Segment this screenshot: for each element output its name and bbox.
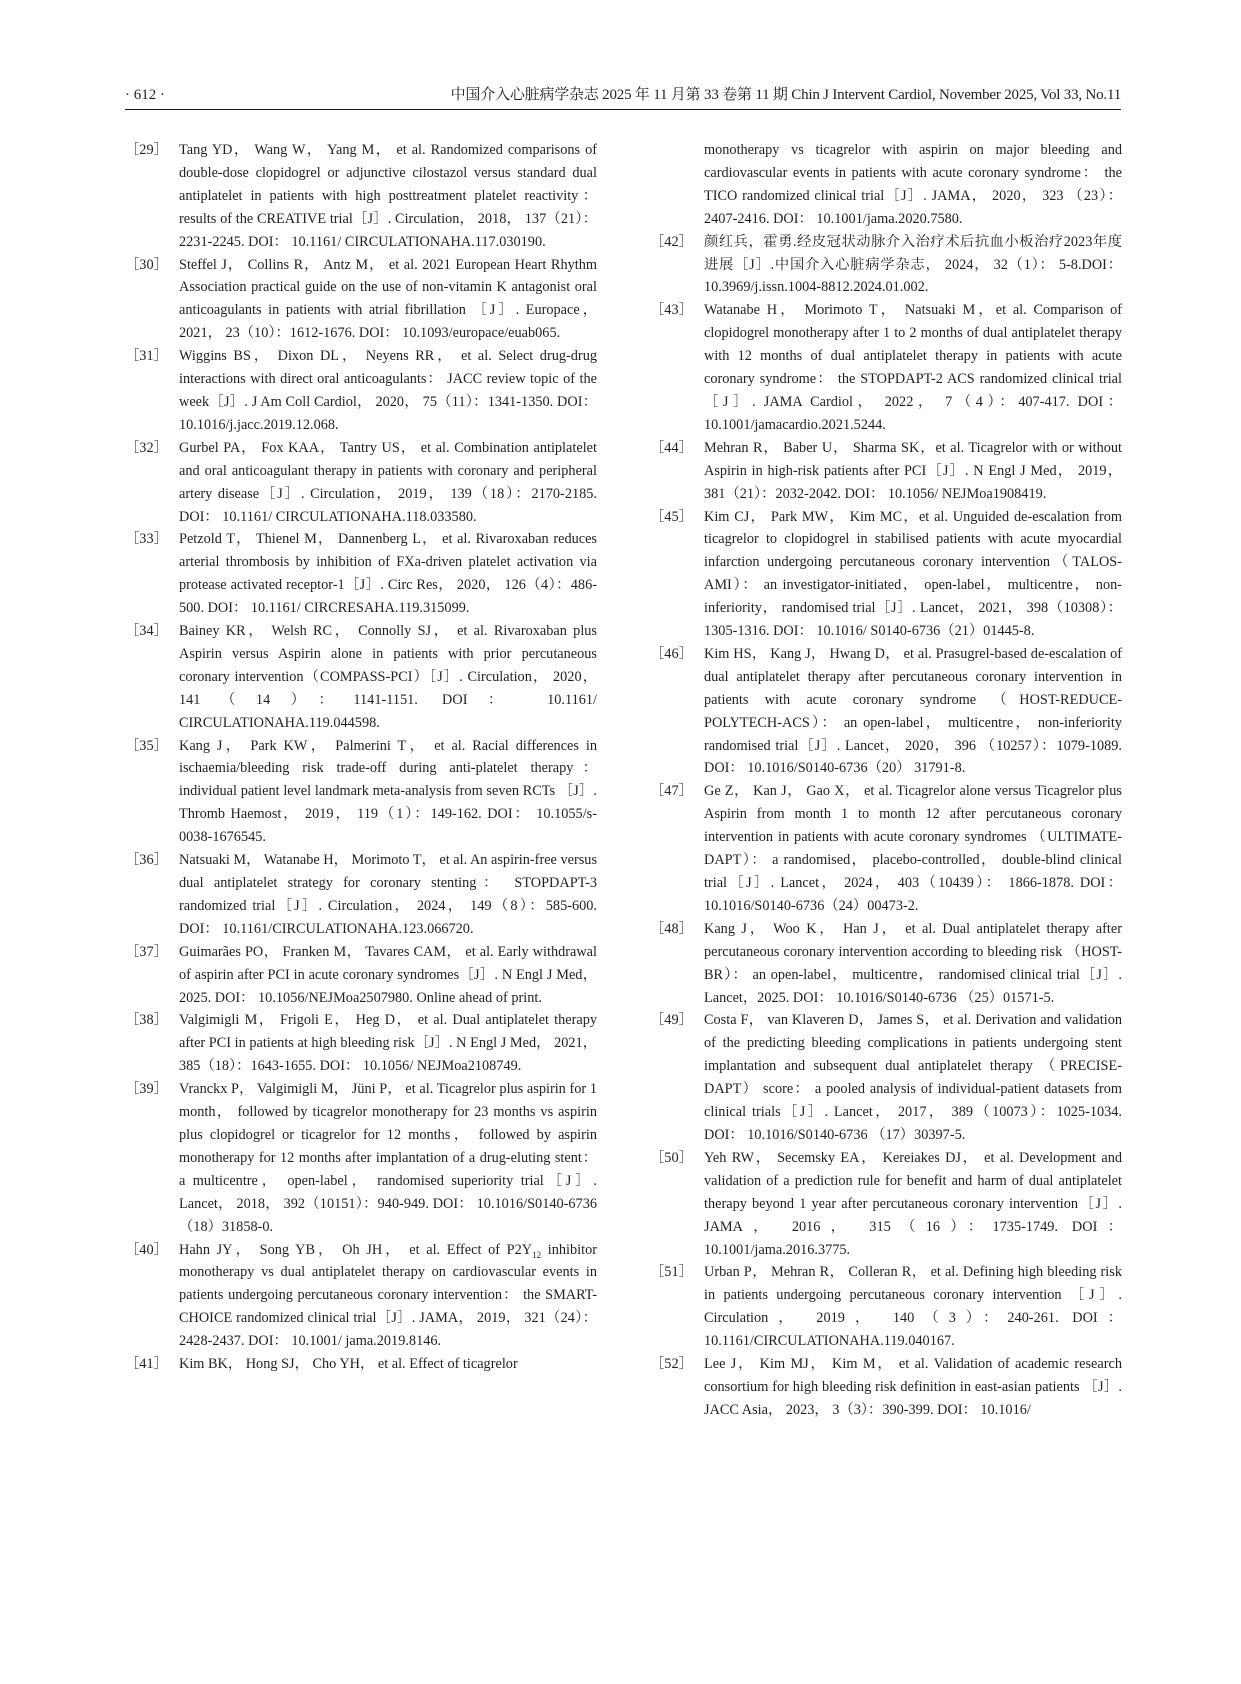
reference-text: Yeh RW， Secemsky EA， Kereiakes DJ， et al. Development and validation of a prediction rule for benefit and harm of dual antiplatelet therapy beyond 1 year after percutaneous coronary intervention［J］. JAMA， 2016， 315（16）：1735-1749. DOI： 10.1001/jama.2016.3775. [704, 1149, 1122, 1258]
reference-item [650, 231, 1122, 300]
reference-text: Tang YD， Wang W， Yang M， et al. Randomized comparisons of double-dose clopidogrel or adjunctive cilostazol versus standard dual antiplatelet in patients with high posttreatment platelet reactivity： results of the CREATIVE trial［J］. Circulation， 2018， 137（21）：2231-2245. DOI： 10.1161/ CIRCULATIONAHA.117.030190. [179, 142, 597, 250]
reference-text: Lee J， Kim MJ， Kim M， et al. Validation of academic research consortium for high bleeding risk definition in east-asian patients ［J］. JACC Asia， 2023， 3（3）：390-399. DOI： 10.1016/ [704, 1356, 1122, 1418]
reference-item [650, 1147, 1122, 1262]
reference-number: ［40］ [125, 1241, 168, 1258]
reference-number: ［37］ [125, 943, 168, 960]
reference-number: ［31］ [125, 348, 168, 365]
reference-text: Bainey KR， Welsh RC， Connolly SJ， et al. Rivaroxaban plus Aspirin versus Aspirin alone in patients with prior percutaneous coronary intervention（COMPASS-PCI）［J］. Circulation， 2020， 141（14）：1141-1151. DOI： 10.1161/ CIRCULATIONAHA.119.044598. [179, 623, 597, 731]
reference-number: ［52］ [650, 1356, 693, 1373]
reference-number: ［39］ [125, 1081, 168, 1098]
reference-item [125, 1239, 597, 1354]
reference-text: Kim BK， Hong SJ， Cho YH， et al. Effect of ticagrelor [179, 1356, 518, 1373]
reference-item [125, 1078, 597, 1238]
reference-item [125, 1009, 597, 1078]
reference-number: ［29］ [125, 142, 168, 158]
reference-item [125, 735, 597, 850]
reference-text [179, 1239, 597, 1354]
reference-item [125, 849, 597, 941]
page-number: · 612 · [125, 87, 165, 103]
reference-text: Gurbel PA， Fox KAA， Tantry US， et al. Combination antiplatelet and oral anticoagulant therapy in patients with coronary and peripheral artery disease［J］. Circulation， 2019， 139（18）：2170-2185. DOI： 10.1161/ CIRCULATIONAHA.118.033580. [179, 439, 597, 525]
reference-item [125, 345, 597, 437]
reference-text: 颜红兵，霍勇.经皮冠状动脉介入治疗术后抗血小板治疗2023年度进展［J］.中国介入心脏病学杂志， 2024， 32（1）： 5-8.DOI：10.3969/j.issn.1004-8812.2024.01.002. [704, 233, 1122, 296]
reference-item [650, 1009, 1122, 1146]
reference-number: ［51］ [650, 1264, 693, 1281]
reference-text: Valgimigli M， Frigoli E， Heg D， et al. Dual antiplatelet therapy after PCI in patients at high bleeding risk［J］. N Engl J Med， 2021， 385（18）：1643-1655. DOI： 10.1056/ NEJMoa2108749. [179, 1012, 597, 1075]
references-column-right [650, 139, 1122, 1422]
reference-item [650, 1353, 1122, 1422]
reference-number: ［43］ [650, 302, 693, 319]
reference-text: Kang J， Park KW， Palmerini T， et al. Racial differences in ischaemia/bleeding risk trade-off during anti-platelet therapy： individual patient level landmark meta-analysis from seven RCTs ［J］. Thromb Haemost， 2019， 119（1）：149-162. DOI： 10.1055/s-0038-1676545. [179, 737, 597, 846]
reference-number: ［50］ [650, 1149, 693, 1166]
reference-number: ［33］ [125, 531, 168, 548]
reference-item [125, 1353, 597, 1376]
reference-item [650, 437, 1122, 506]
reference-text: Guimarães PO， Franken M， Tavares CAM， et al. Early withdrawal of aspirin after PCI in acute coronary syndromes［J］. N Engl J Med， 2025. DOI： 10.1056/NEJMoa2507980. Online ahead of print. [179, 943, 597, 1006]
reference-number: ［38］ [125, 1012, 168, 1029]
reference-item [125, 437, 597, 529]
reference-item [125, 620, 597, 735]
reference-item [650, 643, 1122, 780]
reference-item [650, 780, 1122, 917]
reference-number: ［35］ [125, 737, 168, 754]
reference-item [650, 1261, 1122, 1353]
reference-text: Urban P， Mehran R， Colleran R， et al. Defining high bleeding risk in patients undergoing percutaneous coronary intervention ［J］. Circulation， 2019， 140（3）：240-261. DOI： 10.1161/CIRCULATIONAHA.119.040167. [704, 1264, 1122, 1350]
journal-citation-header: 中国介入心脏病学杂志 2025 年 11 月第 33 卷第 11 期 Chin J Intervent Cardiol, November 2025, Vol 33, No.11 [450, 87, 1121, 103]
reference-number: ［47］ [650, 783, 693, 800]
reference-item [125, 254, 597, 346]
reference-item-continued [650, 139, 1122, 231]
reference-text-part: inhibitor monotherapy vs dual antiplatelet therapy on cardiovascular events in patients undergoing percutaneous coronary intervention： the SMART-CHOICE randomized clinical trial［J］. JAMA， 2019， 321（24）：2428-2437. DOI： 10.1001/ jama.2019.8146. [179, 1241, 597, 1350]
reference-item [650, 918, 1122, 1010]
reference-number: ［41］ [125, 1356, 168, 1373]
reference-number: ［36］ [125, 852, 168, 869]
reference-item [125, 139, 597, 254]
reference-text: Mehran R， Baber U， Sharma SK，et al. Ticagrelor with or without Aspirin in high-risk patients after PCI［J］. N Engl J Med， 2019， 381（21）：2032-2042. DOI： 10.1056/ NEJMoa1908419. [704, 439, 1122, 502]
references-column-left [125, 139, 597, 1376]
reference-text-part: Hahn JY， Song YB， Oh JH， et al. Effect of P2Y [179, 1241, 533, 1258]
reference-number: ［49］ [650, 1012, 693, 1029]
reference-text: Kang J， Woo K， Han J， et al. Dual antiplatelet therapy after percutaneous coronary intervention according to bleeding risk （HOST-BR）： an open-label， multicentre， randomised clinical trial［J］. Lancet，2025. DOI： 10.1016/S0140-6736 （25）01571-5. [704, 920, 1122, 1006]
reference-text: Kim CJ， Park MW， Kim MC，et al. Unguided de-escalation from ticagrelor to clopidogrel in stabilised patients with acute myocardial infarction undergoing percutaneous coronary intervention（TALOS-AMI）： an investigator-initiated， open-label， multicentre， non-inferiority， randomised trial［J］. Lancet， 2021， 398（10308）：1305-1316. DOI： 10.1016/ S0140-6736（21）01445-8. [704, 508, 1122, 640]
reference-number: ［32］ [125, 439, 168, 456]
reference-text: Vranckx P， Valgimigli M， Jüni P， et al. Ticagrelor plus aspirin for 1 month， followed by ticagrelor monotherapy for 23 months vs aspirin plus clopidogrel or ticagrelor for 12 months， followed by aspirin monotherapy for 12 months after implantation of a drug-eluting stent： a multicentre， open-label， randomised superiority trial［J］. Lancet， 2018， 392（10151）：940-949. DOI： 10.1016/S0140-6736（18）31858-0. [179, 1081, 597, 1235]
reference-text: Natsuaki M， Watanabe H， Morimoto T， et al. An aspirin-free versus dual antiplatelet strategy for coronary stenting： STOPDAPT-3 randomized trial［J］. Circulation， 2024， 149（8）：585-600. DOI： 10.1161/CIRCULATIONAHA.123.066720. [179, 852, 598, 937]
reference-number: ［44］ [650, 439, 693, 456]
reference-text: Wiggins BS， Dixon DL， Neyens RR， et al. Select drug-drug interactions with direct oral anticoagulants： JACC review topic of the week［J］. J Am Coll Cardiol， 2020， 75（11）：1341-1350. DOI： 10.1016/j.jacc.2019.12.068. [179, 348, 597, 433]
reference-text: Petzold T， Thienel M， Dannenberg L， et al. Rivaroxaban reduces arterial thrombosis by inhibition of FXa-driven platelet activation via protease activated receptor-1［J］. Circ Res， 2020， 126（4）：486-500. DOI： 10.1161/ CIRCRESAHA.119.315099. [179, 531, 597, 617]
reference-item [650, 506, 1122, 643]
reference-item [650, 299, 1122, 436]
reference-text: Kim HS， Kang J， Hwang D， et al. Prasugrel-based de-escalation of dual antiplatelet therapy after percutaneous coronary intervention in patients with acute coronary syndrome （HOST-REDUCE-POLYTECH-ACS）： an open-label， multicentre， non-inferiority randomised trial［J］. Lancet， 2020， 396 （10257）：1079-1089. DOI： 10.1016/S0140-6736（20） 31791-8. [704, 645, 1122, 777]
reference-number: ［48］ [650, 920, 693, 937]
reference-number: ［34］ [125, 623, 168, 640]
reference-text: Steffel J， Collins R， Antz M， et al. 2021 European Heart Rhythm Association practical guide on the use of non-vitamin K antagonist oral anticoagulants in patients with atrial fibrillation ［J］. Europace， 2021， 23（10）：1612-1676. DOI： 10.1093/europace/euab065. [179, 256, 597, 342]
reference-text: Watanabe H， Morimoto T， Natsuaki M，et al. Comparison of clopidogrel monotherapy after 1 to 2 months of dual antiplatelet therapy with 12 months of dual antiplatelet therapy in patients with acute coronary syndrome： the STOPDAPT-2 ACS randomized clinical trial［J］. JAMA Cardiol， 2022， 7（4）：407-417. DOI： 10.1001/jamacardio.2021.5244. [704, 302, 1122, 433]
reference-text: monotherapy vs ticagrelor with aspirin on major bleeding and cardiovascular events in patients with acute coronary syndrome： the TICO randomized clinical trial［J］. JAMA， 2020， 323 （23）：2407-2416. DOI： 10.1001/jama.2020.7580. [704, 142, 1122, 227]
page-header [125, 85, 1121, 110]
reference-number: ［45］ [650, 508, 693, 525]
reference-item [125, 528, 597, 620]
reference-item [125, 941, 597, 1010]
reference-text: Ge Z， Kan J， Gao X， et al. Ticagrelor alone versus Ticagrelor plus Aspirin from month 1 to month 12 after percutaneous coronary intervention in patients with acute coronary syndromes （ULTIMATE-DAPT）： a randomised， placebo-controlled， double-blind clinical trial［J］. Lancet， 2024， 403（10439）： 1866-1878. DOI： 10.1016/S0140-6736（24）00473-2. [704, 783, 1122, 914]
reference-number: ［42］ [650, 233, 693, 250]
subscript-12: 12 [532, 1249, 542, 1260]
reference-number: ［46］ [650, 645, 693, 662]
reference-text: Costa F， van Klaveren D， James S， et al. Derivation and validation of the predicting bleeding complications in patients undergoing stent implantation and subsequent dual antiplatelet therapy （PRECISE-DAPT） score： a pooled analysis of individual-patient datasets from clinical trials［J］. Lancet， 2017， 389（10073）：1025-1034. DOI： 10.1016/S0140-6736 （17）30397-5. [704, 1012, 1122, 1143]
reference-number: ［30］ [125, 256, 168, 273]
